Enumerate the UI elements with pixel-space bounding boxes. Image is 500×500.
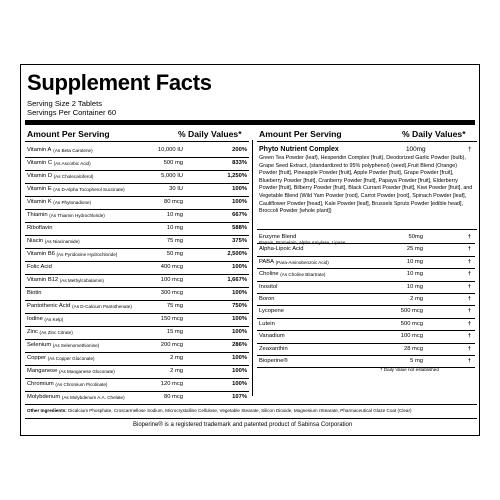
right-row	[259, 257, 475, 268]
thick-rule	[25, 120, 475, 125]
left-row	[27, 353, 249, 364]
left-row-source: (As D-Calcium Pantothenate)	[72, 304, 132, 309]
left-row-name: Vitamin B6	[27, 251, 55, 257]
left-row-amount: 75 mg	[166, 303, 183, 309]
serving-size: Serving Size 2 Tablets	[27, 99, 102, 108]
left-row-source: (As Beta Carotene)	[53, 148, 93, 153]
left-row-source: (As Phytonadione)	[53, 200, 92, 205]
other-ingredients-rule	[25, 404, 477, 405]
left-row-source: (As Chromium Picolinate)	[55, 382, 108, 387]
left-row-amount: 10 mg	[166, 225, 183, 231]
left-row-name: Iodine	[27, 316, 43, 322]
right-row	[259, 331, 475, 342]
phyto-separator	[257, 229, 477, 230]
right-row-name: Enzyme Blend	[259, 234, 297, 240]
left-row-source: (As Ascorbic Acid)	[53, 161, 91, 166]
right-row-amount: 10 mg	[406, 271, 423, 278]
left-row-amount: 80 mcg	[163, 199, 183, 205]
left-row-amount: 500 mg	[163, 160, 183, 166]
left-row-dv: 100%	[232, 264, 247, 270]
right-row-name: Lutein	[259, 320, 275, 327]
left-row	[27, 262, 249, 273]
right-row	[259, 232, 475, 243]
left-row-source: (As Cholecalciferol)	[53, 174, 94, 179]
right-row	[259, 356, 475, 367]
left-row-amount: 15 mg	[166, 329, 183, 335]
left-row-dv: 100%	[232, 199, 247, 205]
right-row	[259, 319, 475, 330]
left-row-amount: 300 mcg	[160, 290, 183, 296]
right-row-dv: †	[467, 258, 471, 265]
left-row-dv: 100%	[232, 290, 247, 296]
left-row-source: (As Copper Gluconate)	[47, 356, 95, 361]
right-row-name: PABA	[259, 258, 275, 265]
left-row-dv: 107%	[232, 394, 247, 400]
left-row-dv: 2,500%	[227, 251, 247, 257]
right-row-name: Choline	[259, 271, 279, 278]
left-row-dv: 100%	[232, 329, 247, 335]
left-row-amount: 30 IU	[169, 186, 183, 192]
left-row-name: Chromium	[27, 381, 54, 387]
left-row-amount: 10 mg	[166, 212, 183, 218]
left-row-name: Zinc	[27, 329, 38, 335]
left-row-amount: 200 mcg	[160, 342, 183, 348]
left-row-source: (As Selenomethionine)	[52, 343, 100, 348]
right-row-source: (Para-Aminobenzoic Acid)	[275, 259, 329, 265]
right-header-rule	[257, 141, 477, 142]
left-row-amount: 80 mcg	[163, 394, 183, 400]
left-row-dv: 100%	[232, 186, 247, 192]
panel-title: Supplement Facts	[27, 70, 212, 95]
left-header-rule	[25, 141, 249, 142]
right-row-name: Vanadium	[259, 333, 285, 340]
right-row	[259, 344, 475, 355]
other-ingredients-label: Other Ingredients:	[27, 408, 67, 413]
left-row-name: Folic Acid	[27, 264, 52, 270]
left-row	[27, 340, 249, 351]
right-row-dv: †	[467, 283, 471, 290]
left-row-name: Niacin	[27, 238, 44, 244]
right-row	[259, 269, 475, 280]
left-row-name: Vitamin D	[27, 173, 53, 179]
right-row-amount: 500 mcg	[400, 320, 423, 327]
left-row	[27, 327, 249, 338]
left-row-amount: 50 mg	[166, 251, 183, 257]
right-row-amount: 100 mcg	[400, 333, 423, 340]
servings-per-container: Servings Per Container 60	[27, 108, 117, 117]
right-row-name: Bioperine®	[259, 358, 288, 364]
right-row-dv: †	[467, 271, 471, 278]
left-row-dv: 286%	[232, 342, 247, 348]
left-row	[27, 288, 249, 299]
left-row	[27, 145, 249, 156]
right-row-amount: 10 mg	[406, 258, 423, 265]
right-row-amount: 10 mg	[406, 283, 423, 290]
left-row-name: Thiamin	[27, 212, 48, 218]
left-row-dv: 833%	[232, 160, 247, 166]
left-row	[27, 236, 249, 247]
right-row-amount: 28 mcg	[403, 345, 423, 352]
right-row	[259, 282, 475, 293]
left-row-name: Pantothenic Acid	[27, 303, 71, 309]
left-row-name: Riboflavin	[27, 225, 53, 231]
right-row-name: Inositol	[259, 283, 278, 290]
left-row-amount: 150 mcg	[160, 316, 183, 322]
right-row-amount: 25 mg	[406, 246, 423, 253]
left-row-dv: 100%	[232, 381, 247, 387]
left-row-name: Vitamin A	[27, 147, 52, 153]
left-row-name: Vitamin E	[27, 186, 52, 192]
left-row	[27, 301, 249, 312]
right-row-dv: †	[467, 308, 471, 315]
left-row-name: Vitamin K	[27, 199, 52, 205]
left-row-dv: 100%	[232, 355, 247, 361]
left-row	[27, 314, 249, 325]
left-row	[27, 275, 249, 286]
left-row-name: Vitamin C	[27, 160, 53, 166]
right-row-name: Alpha-Lipoic Acid	[259, 246, 304, 253]
right-row-name: Lycopene	[259, 308, 284, 315]
left-row-dv: 667%	[232, 212, 247, 218]
left-row-amount: 5,000 IU	[161, 173, 183, 179]
left-row-amount: 400 mcg	[160, 264, 183, 270]
right-row-amount: 50mg	[408, 234, 423, 240]
left-row-source: (As Zinc Citrate)	[39, 330, 73, 335]
right-row	[259, 294, 475, 305]
trademark-rule	[25, 418, 477, 419]
right-row-amount: 500 mcg	[400, 308, 423, 315]
right-row-dv: †	[467, 333, 471, 340]
right-row-name: Boron	[259, 296, 275, 302]
phyto-complex-amount: 100mg	[406, 146, 426, 153]
left-row-dv: 375%	[232, 238, 247, 244]
left-row	[27, 392, 249, 403]
right-row-amount: 5 mg	[410, 358, 423, 364]
left-row-source: (As Methylcobalamin)	[59, 278, 104, 283]
other-ingredients	[27, 408, 412, 414]
right-row-source: Papain, Bromelain, Alpha Amylase, Lipase	[259, 240, 346, 245]
right-row-dv: †	[467, 358, 471, 364]
phyto-complex-name: Phyto Nutrient Complex	[259, 146, 339, 153]
left-row-source: (As Manganese Gluconate)	[58, 369, 115, 374]
right-row-dv: †	[467, 345, 471, 352]
left-row-source: (As Niacinamide)	[44, 239, 80, 244]
left-row-source: (As D-Alpha Tocopherol Succinate)	[53, 187, 125, 192]
left-row	[27, 171, 249, 182]
left-row	[27, 366, 249, 377]
right-row-source: (As Choline Bitartrate)	[280, 272, 326, 278]
left-row-source: (As Thiamin Hydrochloride)	[49, 213, 105, 218]
phyto-complex-dv: †	[468, 146, 472, 153]
left-row-source: (As Pyridoxine Hydrochloride)	[56, 252, 118, 257]
dv-footnote: † Daily Value not established	[380, 367, 439, 372]
left-row-source: (As Molybdenum A.A. Chelate)	[61, 395, 125, 400]
left-row	[27, 379, 249, 390]
left-row-amount: 2 mg	[170, 368, 183, 374]
left-row-amount: 120 mcg	[160, 381, 183, 387]
left-row-dv: 1,667%	[227, 277, 247, 283]
left-row-dv: 588%	[232, 225, 247, 231]
left-header-dv: % Daily Values*	[178, 129, 242, 139]
column-divider	[252, 140, 253, 396]
left-row-name: Selenium	[27, 342, 52, 348]
right-row-dv: †	[467, 320, 471, 327]
right-header-dv: % Daily Values*	[402, 129, 466, 139]
left-row-dv: 100%	[232, 368, 247, 374]
left-row-amount: 2 mg	[170, 355, 183, 361]
other-ingredients-text: Dicalcium Phosphate, Croscarmellose Sodium, Microcrystalline Cellulose, Vegetable Stearate, Silicon Dioxide, Magnesium rStearate, Pharmaceutical Glaze Coat (Clear)	[68, 408, 412, 413]
left-row	[27, 210, 249, 221]
right-row	[259, 306, 475, 317]
left-row-dv: 750%	[232, 303, 247, 309]
right-row-dv: †	[467, 234, 471, 240]
left-row-name: Vitamin B12	[27, 277, 59, 283]
left-row-dv: 100%	[232, 316, 247, 322]
right-row-name: Zeaxanthin	[259, 345, 288, 352]
left-row	[27, 184, 249, 195]
left-row	[27, 158, 249, 169]
left-row-amount: 100 mcg	[160, 277, 183, 283]
left-row	[27, 249, 249, 260]
left-row-name: Manganese	[27, 368, 58, 374]
supplement-facts-panel	[20, 64, 480, 436]
left-row-name: Biotin	[27, 290, 42, 296]
left-row-name: Molybdenum	[27, 394, 61, 400]
left-row	[27, 223, 249, 234]
left-header-amount: Amount Per Serving	[27, 129, 110, 139]
left-row-source: (As Kelp)	[44, 317, 64, 322]
trademark-note: Bioperine® is a registered trademark and patented product of Sabinsa Corporation	[133, 422, 353, 428]
left-row-amount: 75 mg	[166, 238, 183, 244]
right-header-amount: Amount Per Serving	[259, 129, 342, 139]
right-row-dv: †	[467, 296, 471, 302]
right-row-amount: 2 mg	[410, 296, 423, 302]
left-row	[27, 197, 249, 208]
left-row-name: Copper	[27, 355, 47, 361]
right-row-separator	[257, 367, 475, 368]
left-row-amount: 10,000 IU	[157, 147, 183, 153]
right-row-dv: †	[467, 246, 471, 253]
phyto-complex-description: Green Tea Powder (leaf), Hesperidin Complex (fruit), Deodorized Garlic Powder (bulb), Grape Seed Extract, (standardized to 95% polyphenol) (seed),Fruit Blend (Orange) Powder [fruit], Pineapple Powder [fruit], Apple Powder [fruit], Grape Powder [fruit], Blueberry Powder [fruit], Cranberry Powder [fruit], Papaya Powder [fruit], Elderberry Powder [fruit], Bilberry Powder [fruit], Black Currant Powder [fruit], Kiwi Powder [fruit], and Vegetable Blend (Wild Yam Powder [root], Carrot Powder [root], Spinach Powder [leaf], Cauliflower Powder [head], Kale Powder [leaf], Brussels Spruts Powder [edible head], Broccoli Powder [whole plant])	[259, 155, 473, 215]
right-row	[259, 244, 475, 255]
left-row-dv: 1,250%	[227, 173, 247, 179]
left-row-dv: 200%	[232, 147, 247, 153]
